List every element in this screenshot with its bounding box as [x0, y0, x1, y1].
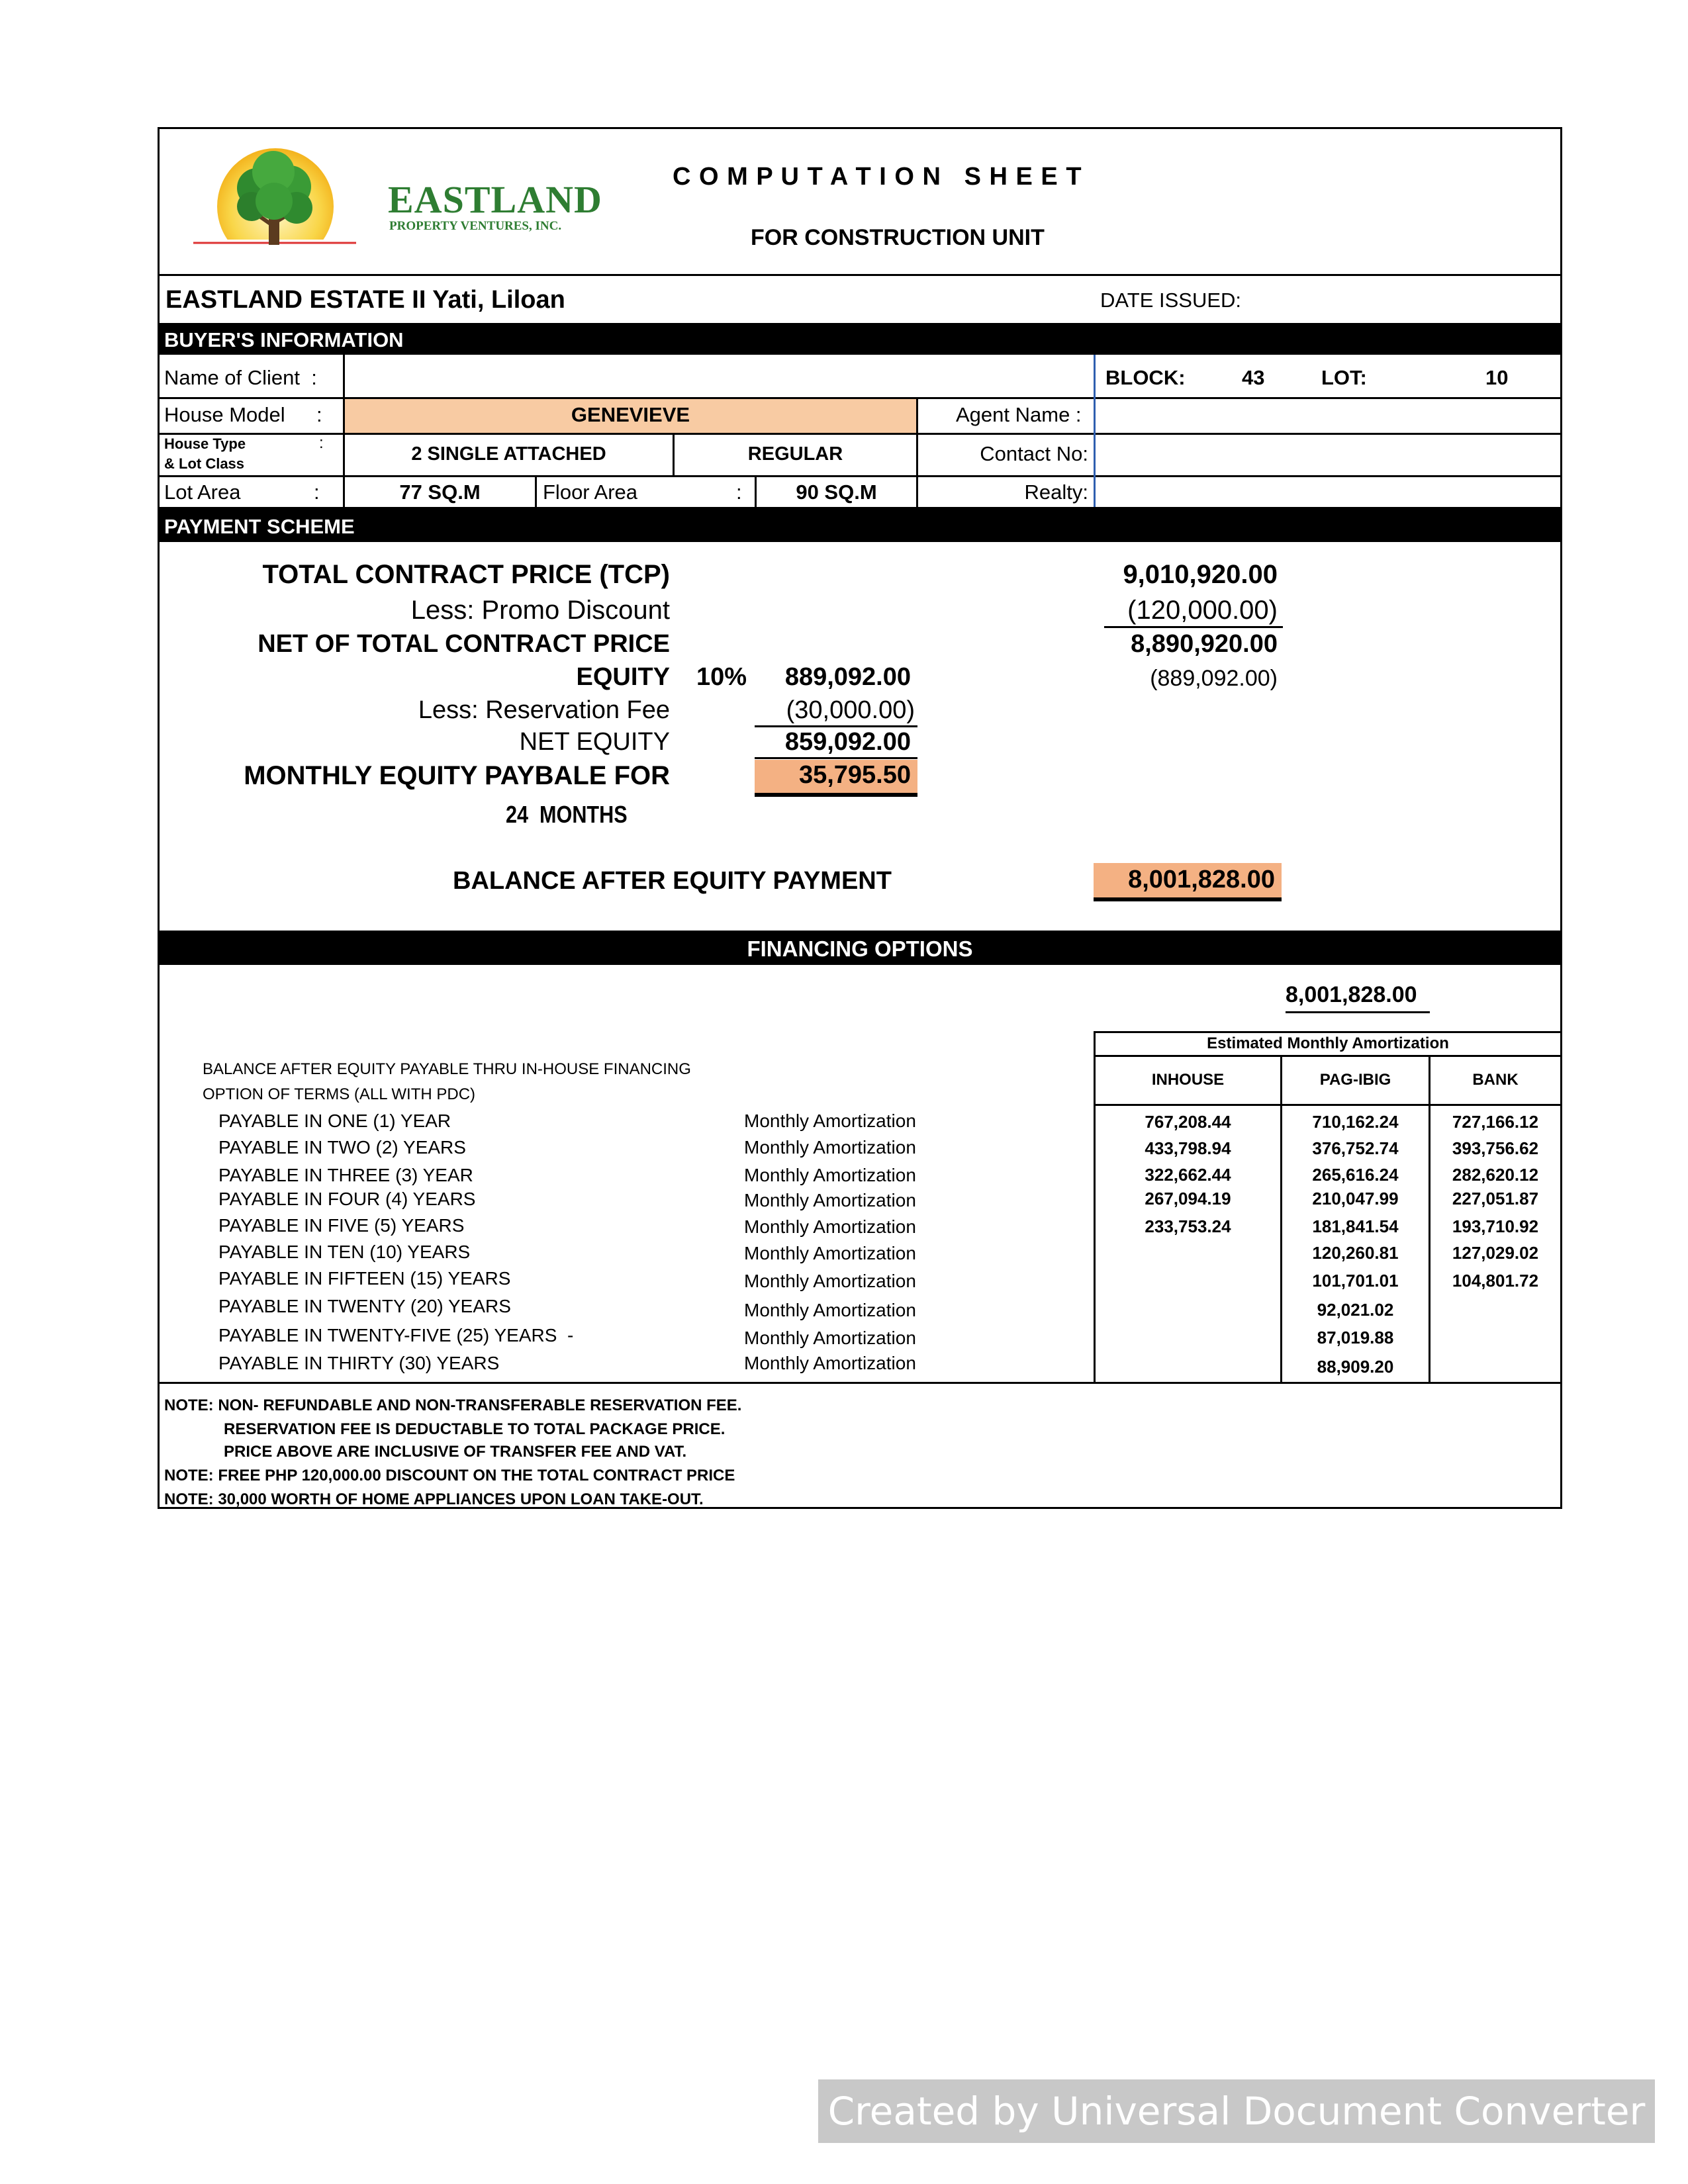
amortization-label: Monthly Amortization: [744, 1271, 916, 1291]
company-name: EASTLAND: [388, 178, 602, 221]
house-model-label: House Model: [164, 403, 285, 426]
bank-value: 227,051.87: [1452, 1189, 1539, 1208]
pagibig-value: 88,909.20: [1317, 1357, 1394, 1377]
net-equity-label: NET EQUITY: [519, 728, 670, 756]
net-tcp-value: 8,890,920.00: [1131, 630, 1278, 658]
column-pagibig: PAG-IBIG: [1319, 1071, 1391, 1089]
amortization-label: Monthly Amortization: [744, 1111, 916, 1131]
promo-discount-label: Less: Promo Discount: [410, 596, 670, 625]
term-label: PAYABLE IN FOUR (4) YEARS: [218, 1189, 476, 1209]
term-label: PAYABLE IN FIVE (5) YEARS: [218, 1215, 465, 1236]
house-type-colon: :: [319, 434, 324, 452]
lot-area-label: Lot Area: [164, 480, 241, 504]
floor-area-value: 90 SQ.M: [796, 480, 877, 504]
term-label: PAYABLE IN THIRTY (30) YEARS: [218, 1353, 500, 1373]
term-label: PAYABLE IN THREE (3) YEAR: [218, 1165, 473, 1185]
agent-name-label: Agent Name :: [956, 403, 1082, 426]
page-title: C O M P U T A T I O N S H E E T: [673, 163, 1082, 191]
pagibig-value: 710,162.24: [1312, 1112, 1399, 1132]
buyers-info-label: BUYER'S INFORMATION: [164, 328, 404, 351]
amortization-label: Monthly Amortization: [744, 1328, 916, 1348]
financing-intro-line-1: BALANCE AFTER EQUITY PAYABLE THRU IN-HOUSE FINANCING: [203, 1060, 691, 1078]
lot-label: LOT:: [1321, 366, 1367, 389]
floor-area-label: Floor Area: [543, 480, 638, 504]
bank-value: 104,801.72: [1452, 1271, 1539, 1291]
equity-percent: 10%: [696, 663, 747, 691]
date-issued-label: DATE ISSUED:: [1100, 289, 1242, 312]
amortization-label: Monthly Amortization: [744, 1353, 916, 1373]
divider: [158, 274, 1562, 276]
block-label: BLOCK:: [1105, 366, 1186, 389]
note-line: RESERVATION FEE IS DEDUCTABLE TO TOTAL PACKAGE PRICE.: [224, 1420, 726, 1438]
lot-value: 10: [1485, 366, 1509, 389]
pagibig-value: 87,019.88: [1317, 1328, 1394, 1347]
floor-area-colon: :: [736, 480, 742, 504]
house-type-label: House Type: [164, 435, 246, 452]
financing-balance-value: 8,001,828.00: [1286, 982, 1417, 1007]
block-value: 43: [1242, 366, 1265, 389]
reservation-fee-value: (30,000.00): [786, 696, 915, 724]
term-label: PAYABLE IN TEN (10) YEARS: [218, 1242, 471, 1262]
inhouse-value: 322,662.44: [1145, 1165, 1231, 1185]
note-line: NOTE: 30,000 WORTH OF HOME APPLIANCES UPON LOAN TAKE-OUT.: [164, 1490, 704, 1508]
financing-options-label: FINANCING OPTIONS: [747, 936, 973, 961]
column-inhouse: INHOUSE: [1151, 1071, 1225, 1089]
equity-label: EQUITY: [576, 663, 670, 691]
bank-value: 193,710.92: [1452, 1216, 1539, 1236]
amortization-label: Monthly Amortization: [744, 1165, 916, 1185]
contact-label: Contact No:: [980, 442, 1088, 465]
inhouse-value: 767,208.44: [1145, 1112, 1231, 1132]
pagibig-value: 101,701.01: [1312, 1271, 1399, 1291]
equity-value: 889,092.00: [784, 663, 911, 691]
bank-value: 393,756.62: [1452, 1138, 1539, 1158]
pagibig-value: 92,021.02: [1317, 1300, 1394, 1320]
term-label: PAYABLE IN ONE (1) YEAR: [218, 1111, 451, 1131]
monthly-equity-label: MONTHLY EQUITY PAYBALE FOR: [244, 761, 670, 790]
amortization-label: Monthly Amortization: [744, 1216, 916, 1237]
payment-scheme-header: [158, 509, 1562, 542]
net-equity-value: 859,092.00: [784, 728, 911, 756]
house-model-colon: :: [316, 403, 322, 426]
note-line: NOTE: NON- REFUNDABLE AND NON-TRANSFERABLE RESERVATION FEE.: [164, 1396, 742, 1414]
lot-area-colon: :: [314, 480, 320, 504]
note-line: NOTE: FREE PHP 120,000.00 DISCOUNT ON THE TOTAL CONTRACT PRICE: [164, 1467, 735, 1484]
amortization-label: Monthly Amortization: [744, 1243, 916, 1263]
realty-label: Realty:: [1024, 480, 1088, 504]
pagibig-value: 210,047.99: [1312, 1189, 1399, 1208]
amortization-label: Monthly Amortization: [744, 1300, 916, 1320]
term-label: PAYABLE IN TWO (2) YEARS: [218, 1137, 466, 1158]
term-label: PAYABLE IN FIFTEEN (15) YEARS: [218, 1268, 511, 1289]
tcp-value: 9,010,920.00: [1123, 560, 1278, 589]
inhouse-value: 267,094.19: [1145, 1189, 1231, 1208]
bank-value: 127,029.02: [1452, 1243, 1539, 1263]
pagibig-value: 181,841.54: [1312, 1216, 1399, 1236]
pagibig-value: 376,752.74: [1312, 1138, 1399, 1158]
company-subname: PROPERTY VENTURES, INC.: [389, 219, 562, 233]
lot-area-value: 77 SQ.M: [399, 480, 481, 504]
amortization-label: Monthly Amortization: [744, 1137, 916, 1158]
balance-after-equity-label: BALANCE AFTER EQUITY PAYMENT: [453, 867, 892, 895]
buyers-info-header: [158, 323, 1562, 355]
client-name-label: Name of Client :: [164, 366, 317, 389]
column-bank: BANK: [1472, 1071, 1519, 1089]
pagibig-value: 120,260.81: [1312, 1243, 1399, 1263]
contact-field[interactable]: [1102, 437, 1552, 471]
watermark: Created by Universal Document Converter: [818, 2079, 1655, 2143]
company-logo: [191, 140, 363, 266]
date-issued-value[interactable]: [1258, 289, 1523, 314]
promo-discount-value: (120,000.00): [1127, 596, 1278, 625]
lot-class-value: REGULAR: [747, 443, 843, 465]
financing-intro-line-2: OPTION OF TERMS (ALL WITH PDC): [203, 1085, 476, 1103]
inhouse-value: 433,798.94: [1145, 1138, 1231, 1158]
monthly-equity-value: 35,795.50: [798, 761, 911, 789]
amortization-label: Monthly Amortization: [744, 1190, 916, 1210]
bank-value: 282,620.12: [1452, 1165, 1539, 1185]
payment-scheme-label: PAYMENT SCHEME: [164, 515, 355, 538]
bank-value: 727,166.12: [1452, 1112, 1539, 1132]
page-subtitle: FOR CONSTRUCTION UNIT: [751, 225, 1045, 250]
balance-after-equity-value: 8,001,828.00: [1128, 866, 1275, 893]
financing-options-header: [158, 931, 1562, 965]
term-label: PAYABLE IN TWENTY (20) YEARS: [218, 1296, 511, 1316]
equity-deduction: (889,092.00): [1150, 666, 1278, 691]
months-label: 24 MONTHS: [506, 801, 628, 828]
net-tcp-label: NET OF TOTAL CONTRACT PRICE: [258, 630, 670, 658]
term-label: PAYABLE IN TWENTY-FIVE (25) YEARS -: [218, 1325, 574, 1345]
amortization-table-title: Estimated Monthly Amortization: [1207, 1034, 1449, 1052]
project-name: EASTLAND ESTATE II Yati, Liloan: [165, 286, 565, 314]
client-name-field[interactable]: [351, 361, 1086, 393]
pagibig-value: 265,616.24: [1312, 1165, 1399, 1185]
note-line: PRICE ABOVE ARE INCLUSIVE OF TRANSFER FEE AND VAT.: [224, 1443, 687, 1461]
tcp-label: TOTAL CONTRACT PRICE (TCP): [262, 560, 670, 589]
house-model-value: GENEVIEVE: [571, 403, 690, 426]
inhouse-value: 233,753.24: [1145, 1216, 1231, 1236]
reservation-fee-label: Less: Reservation Fee: [418, 696, 670, 724]
house-type-value: 2 SINGLE ATTACHED: [411, 443, 606, 465]
agent-name-field[interactable]: [1102, 400, 1552, 430]
lot-class-label: & Lot Class: [164, 455, 245, 472]
realty-field[interactable]: [1102, 478, 1552, 506]
